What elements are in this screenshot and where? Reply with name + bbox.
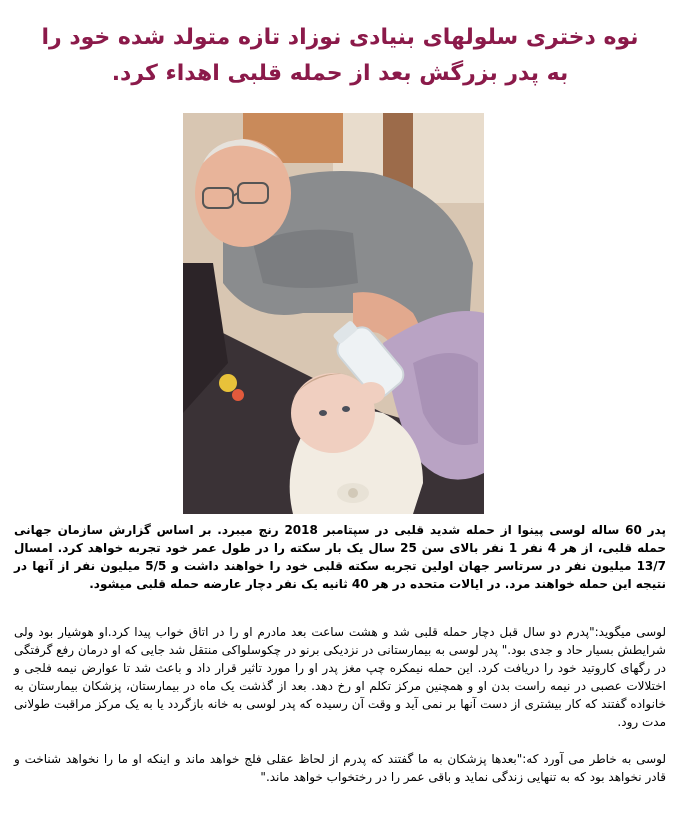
article-photo: [183, 113, 484, 514]
grandfather-feeding-baby-photo: [183, 113, 484, 514]
article-paragraph-3: لوسی به خاطر می آورد که:"بعدها پزشکان به ما گفتند که پدرم از لحاظ عقلی فلج خواهد ماند و اینکه او ما را نخواهد شناخت و قادر نخواهد بود که به تنهایی زندگی نماید و باقی عمر را در رختخواب خواهد ماند.": [14, 752, 666, 784]
article-paragraph-1: پدر 60 ساله لوسی پینوا از حمله شدید قلبی در سپتامبر 2018 رنج میبرد. بر اساس گزارش سازمان جهانی حمله قلبی، از هر 4 نفر 1 نفر بالای سن 25 سال یک بار سکته را در طول عمر خود تجربه خواهد کرد. امسال 13/7 میلیون نفر در سرتاسر جهان اولین تجربه سکته قلبی خود را خواهند داشت و 5/5 میلیون نفر از آنها در نتیجه این حمله خواهند مرد. در ایالات متحده در هر 40 ثانیه یک نفر دچار عارضه حمله قلبی میشود.: [14, 523, 666, 591]
article-paragraph-2: لوسی میگوید:"پدرم دو سال قبل دچار حمله قلبی شد و هشت ساعت بعد مادرم او را در اتاق خواب پیدا کرد.او هوشیار بود ولی شرایطش بسیار حاد و جدی بود." پدر لوسی به بیمارستانی در نزدیکی برنو در چکوسلواکی منتقل شد جایی که او درمان رفع گرفتگی در رگهای کاروتید خود را دریافت کرد. این حمله نیمکره چپ مغز پدر او را مورد تاثیر قرار داد و باعث شد تا عوارض نیمه فلجی و اختلالات عصبی در نیمه راست بدن او و همچنین مرکز تکلم او رخ دهد. بعد از گذشت یک ماه در بیمارستان، پزشکان بیمارستان به خانواده گفتند که کار بیشتری از دست آنها بر نمی آید و وقت آن رسیده که پدر لوسی به خانه بازگردد یا به یک مرکز مراقبت طولانی مدت رود.: [14, 625, 666, 729]
article-headline: [30, 20, 650, 92]
headline-line-2: به پدر بزرگش بعد از حمله قلبی اهداء کرد.: [111, 61, 569, 86]
headline-line-1: نوه دختری سلولهای بنیادی نوزاد تازه متولد شده خود را: [41, 25, 639, 50]
